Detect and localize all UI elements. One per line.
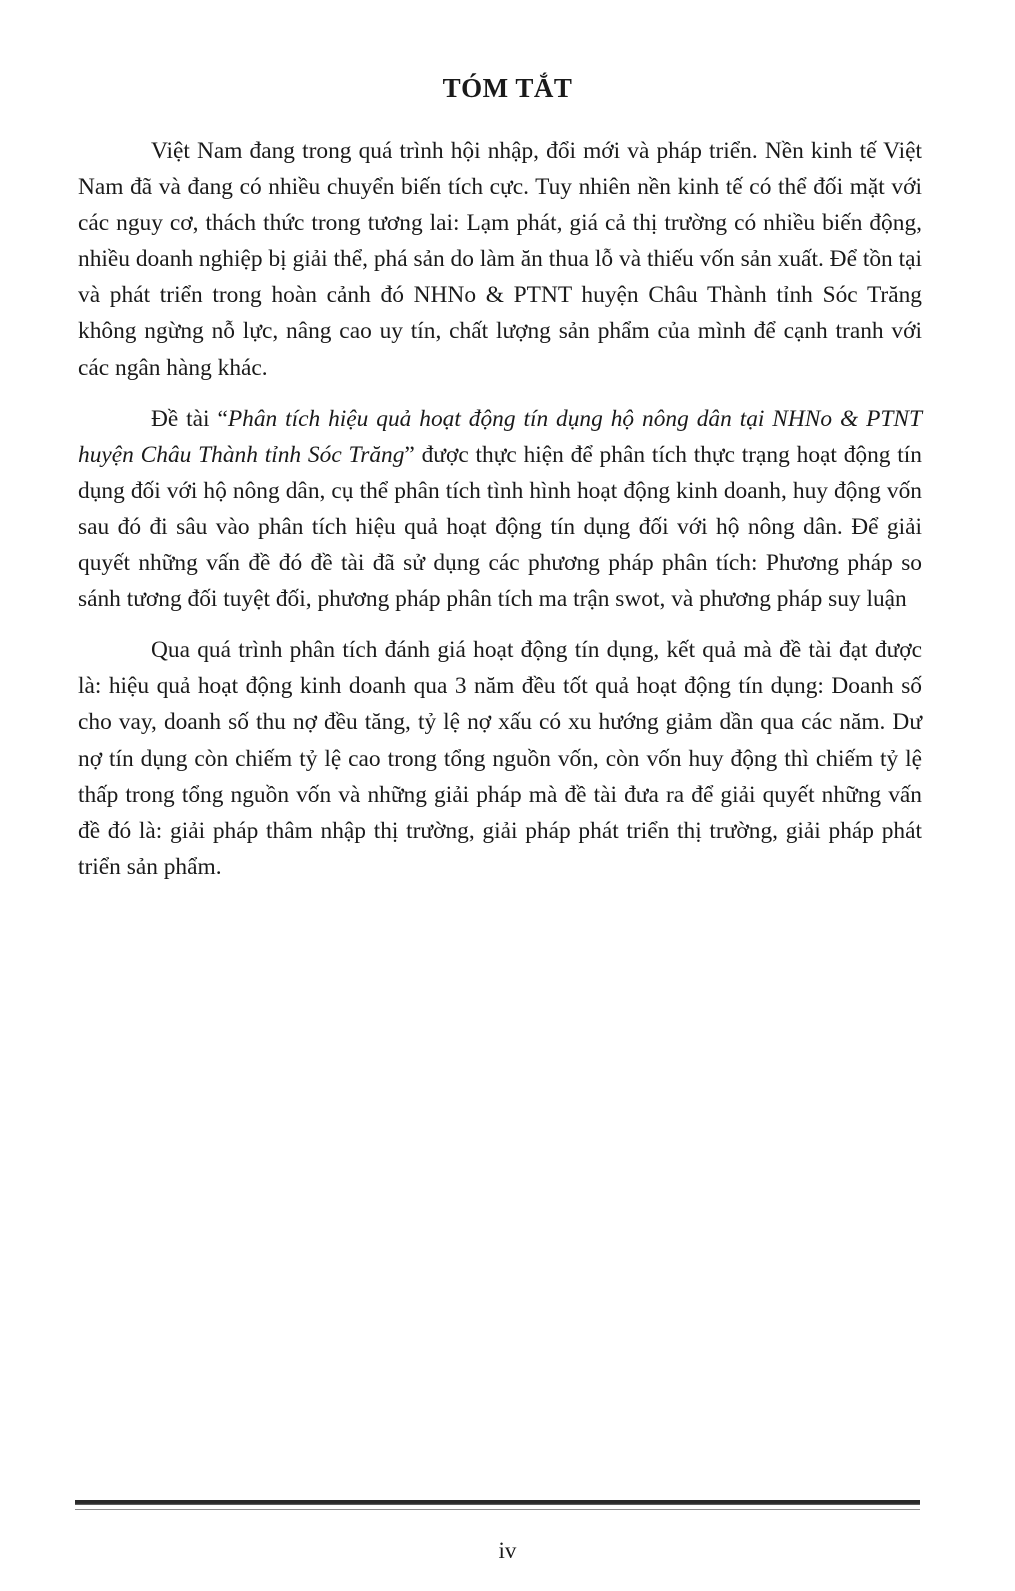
paragraph-2-prefix: Đề tài “: [151, 405, 228, 432]
footer-rule: [75, 1500, 920, 1505]
page-title: TÓM TẮT: [442, 73, 573, 104]
summary-body: [78, 133, 922, 885]
footer-rule-thin: [75, 1509, 920, 1510]
paragraph-1: Việt Nam đang trong quá trình hội nhập, đổi mới và pháp triển. Nền kinh tế Việt Nam đã và đang có nhiều chuyển biến tích cực. Tuy nhiên nền kinh tế có thể đối mặt với các nguy cơ, thách thức trong tương lai: Lạm phát, giá cả thị trường có nhiều biến động, nhiều doanh nghiệp bị giải thể, phá sản do làm ăn thua lỗ và thiếu vốn sản xuất. Để tồn tại và phát triển trong hoàn cảnh đó NHNo & PTNT huyện Châu Thành tỉnh Sóc Trăng không ngừng nỗ lực, nâng cao uy tín, chất lượng sản phẩm của mình để cạnh tranh với các ngân hàng khác.: [78, 138, 922, 381]
paragraph-3: Qua quá trình phân tích đánh giá hoạt động tín dụng, kết quả mà đề tài đạt được là: hiệu quả hoạt động kinh doanh qua 3 năm đều tốt quả hoạt động tín dụng: Doanh số cho vay, doanh số thu nợ đều tăng, tỷ lệ nợ xấu có xu hướng giảm dần qua các năm. Dư nợ tín dụng còn chiếm tỷ lệ cao trong tổng nguồn vốn, còn vốn huy động thì chiếm tỷ lệ thấp trong tổng nguồn vốn và những giải pháp mà đề tài đưa ra để giải quyết những vấn đề đó là: giải pháp thâm nhập thị trường, giải pháp phát triển thị trường, giải pháp phát triển sản phẩm.: [78, 637, 922, 880]
paragraph-2: [78, 401, 922, 618]
paragraph-2-thesis-title: Phân tích hiệu quả hoạt động tín dụng hộ nông dân tại NHNo & PTNT huyện Châu Thành tỉnh Sóc Trăng: [78, 405, 922, 468]
paragraph-2-suffix: ” được thực hiện để phân tích thực trạng hoạt động tín dụng đối với hộ nông dân, cụ thể phân tích tình hình hoạt động kinh doanh, huy động vốn sau đó đi sâu vào phân tích hiệu quả hoạt động tín dụng đối với hộ nông dân. Để giải quyết những vấn đề đó đề tài đã sử dụng các phương pháp phân tích: Phương pháp so sánh tương đối tuyệt đối, phương pháp phân tích ma trận swot, và phương pháp suy luận: [78, 441, 922, 613]
page-number: iv: [498, 1538, 517, 1563]
